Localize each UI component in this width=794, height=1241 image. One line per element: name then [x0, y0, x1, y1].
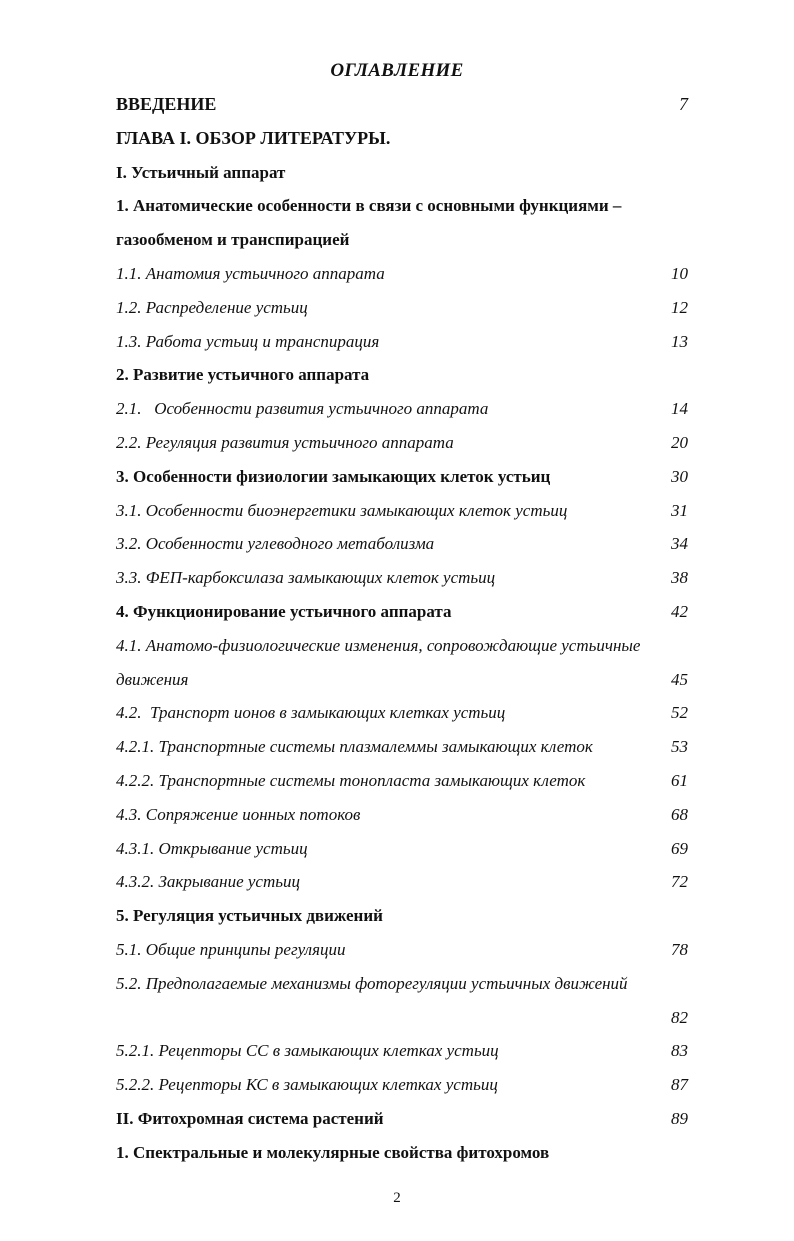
toc-entry-text: 4.2.2. Транспортные системы тонопласта замыкающих клеток	[116, 770, 586, 790]
toc-entry-page: 45	[671, 669, 688, 689]
toc-entry-page: 78	[671, 939, 688, 959]
toc-entry-page: 72	[671, 872, 688, 892]
toc-entry-page: 82	[671, 1007, 688, 1027]
toc-entry-page: 42	[671, 601, 688, 621]
toc-entry-page: 13	[671, 331, 688, 351]
toc-entry-chapter-1	[116, 122, 688, 156]
toc-entry-3	[116, 460, 688, 494]
toc-entry-text: 4.3. Сопряжение ионных потоков	[116, 804, 361, 824]
toc-entry-3-3	[116, 561, 688, 595]
toc-entry-page: 53	[671, 737, 688, 757]
toc-entry-text: 5.2.2. Рецепторы КС в замыкающих клетках устьиц	[116, 1075, 498, 1095]
toc-entry-2-1	[116, 392, 688, 426]
toc-entry-page: 12	[671, 297, 688, 317]
toc-entry-text: 2. Развитие устьичного аппарата	[116, 365, 370, 385]
page-title: ОГЛАВЛЕНИЕ	[330, 60, 464, 81]
toc-entry-text: II. Фитохромная система растений	[116, 1108, 384, 1128]
toc-entry-text: 4.3.1. Открывание устьиц	[116, 838, 308, 858]
toc-entry-5-2-1	[116, 1034, 688, 1068]
toc-entry-page: 7	[679, 94, 688, 114]
toc-entry-5	[116, 899, 688, 933]
toc-entry-page: 38	[671, 568, 688, 588]
toc-entry-5-1	[116, 933, 688, 967]
toc-entry-4-2-1	[116, 730, 688, 764]
toc-entry-text: 4.3.2. Закрывание устьиц	[116, 872, 300, 892]
toc-entry-text: 1.3. Работа устьиц и транспирация	[116, 331, 380, 351]
toc-entry-text: 5. Регуляция устьичных движений	[116, 906, 383, 926]
toc-entry-text: 2.2. Регуляция развития устьичного аппарата	[116, 432, 454, 452]
toc-entry-text: газообменом и транспирацией	[116, 230, 350, 250]
toc-entry-introduction	[116, 88, 688, 122]
toc-entry-page: 10	[671, 263, 688, 283]
toc-entry-text: 4.2.1. Транспортные системы плазмалеммы замыкающих клеток	[116, 737, 593, 757]
toc-entry-4-1	[116, 629, 688, 663]
toc-entry-text: 5.2. Предполагаемые механизмы фоторегуляции устьичных движений	[116, 973, 628, 993]
toc-entry-page: 31	[671, 500, 688, 520]
toc-entry-3-2	[116, 527, 688, 561]
toc-entry-text: ГЛАВА I. ОБЗОР ЛИТЕРАТУРЫ.	[116, 127, 391, 148]
toc-entry-4-1-cont	[116, 663, 688, 697]
toc-entry-section-I	[116, 156, 688, 190]
toc-entry-text: 4.1. Анатомо-физиологические изменения, сопровождающие устьичные	[116, 635, 641, 655]
toc-entry-II-1	[116, 1136, 688, 1170]
toc-entry-text: 1. Анатомические особенности в связи с основными функциями –	[116, 196, 622, 216]
table-of-contents	[116, 88, 688, 1170]
toc-entry-5-2	[116, 967, 688, 1001]
toc-entry-1	[116, 189, 688, 223]
toc-entry-text: 3.1. Особенности биоэнергетики замыкающих клеток устьиц	[116, 500, 568, 520]
toc-entry-4	[116, 595, 688, 629]
toc-entry-4-3-2	[116, 865, 688, 899]
toc-entry-text: 1.2. Распределение устьиц	[116, 297, 308, 317]
toc-entry-2-2	[116, 426, 688, 460]
toc-entry-page: 34	[671, 534, 688, 554]
toc-entry-text: 3. Особенности физиологии замыкающих клеток устьиц	[116, 466, 551, 486]
page-number: 2	[393, 1190, 401, 1206]
toc-entry-text: 4.2. Транспорт ионов в замыкающих клетках устьиц	[116, 703, 506, 723]
toc-entry-text: 1. Спектральные и молекулярные свойства фитохромов	[116, 1142, 550, 1162]
toc-entry-page: 14	[671, 399, 688, 419]
toc-entry-text: 1.1. Анатомия устьичного аппарата	[116, 263, 385, 283]
toc-entry-4-2	[116, 696, 688, 730]
toc-entry-text: ВВЕДЕНИЕ	[116, 94, 217, 114]
toc-entry-text: 3.2. Особенности углеводного метаболизма	[116, 534, 435, 554]
toc-entry-1-cont	[116, 223, 688, 257]
toc-entry-5-2-2	[116, 1068, 688, 1102]
toc-entry-1-3	[116, 325, 688, 359]
toc-entry-section-II	[116, 1102, 688, 1136]
toc-entry-text: движения	[116, 669, 189, 689]
toc-entry-text: 5.2.1. Рецепторы СС в замыкающих клетках устьиц	[116, 1041, 499, 1061]
toc-entry-3-1	[116, 494, 688, 528]
toc-entry-text: 4. Функционирование устьичного аппарата	[116, 601, 452, 621]
toc-entry-text: 3.3. ФЕП-карбоксилаза замыкающих клеток устьиц	[116, 568, 496, 588]
toc-entry-text: I. Устьичный аппарат	[116, 162, 286, 182]
toc-entry-text: 5.1. Общие принципы регуляции	[116, 939, 346, 959]
toc-entry-page: 30	[671, 466, 688, 486]
toc-entry-4-3	[116, 798, 688, 832]
toc-entry-page: 83	[671, 1041, 688, 1061]
toc-entry-page: 89	[671, 1108, 688, 1128]
toc-entry-5-2-cont	[116, 1001, 688, 1035]
toc-entry-text: 2.1. Особенности развития устьичного аппарата	[116, 399, 489, 419]
toc-entry-2	[116, 358, 688, 392]
toc-entry-1-2	[116, 291, 688, 325]
toc-entry-page: 69	[671, 838, 688, 858]
toc-entry-1-1	[116, 257, 688, 291]
toc-entry-4-2-2	[116, 764, 688, 798]
toc-entry-4-3-1	[116, 832, 688, 866]
toc-entry-page: 87	[671, 1075, 688, 1095]
toc-entry-page: 61	[671, 770, 688, 790]
toc-entry-page: 20	[671, 432, 688, 452]
toc-entry-page: 52	[671, 703, 688, 723]
toc-entry-page: 68	[671, 804, 688, 824]
